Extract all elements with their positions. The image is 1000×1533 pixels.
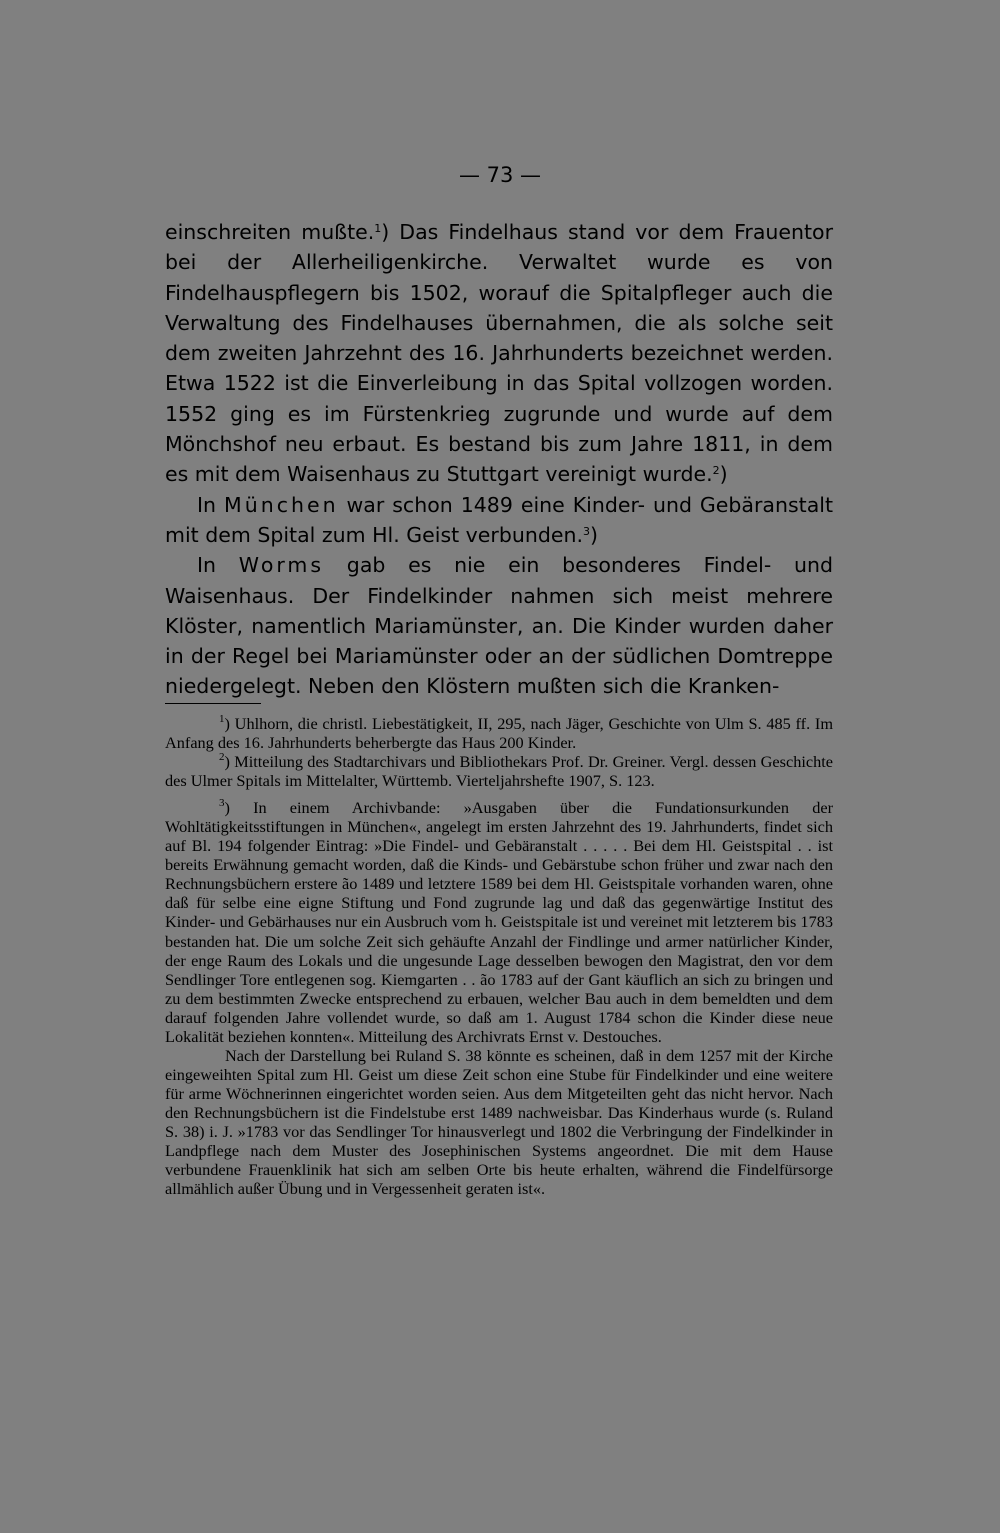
- paragraph-worms: [165, 550, 833, 701]
- city-name: Worms: [238, 553, 325, 578]
- text-segment: gab es nie ein besonderes Findel- und Waisenhaus. Der Findelkinder nahmen sich meist mehrere Klöster, namentlich Mariamünster, an. Die Kinder wurden daher in der Regel bei Mariamünster oder an der südlichen Domtreppe niedergelegt. Neben den Klöstern mußten sich die Kranken-: [165, 553, 833, 699]
- footnote-1: [165, 714, 833, 752]
- text-segment: In: [197, 492, 225, 517]
- footnote-ref-2: 2: [712, 464, 720, 478]
- footnote-3-continuation: Nach der Darstellung bei Ruland S. 38 könnte es scheinen, daß in dem 1257 mit der Kirche eingeweihten Spital zum Hl. Geist um diese Zeit schon eine Stube für Findelkinder und eine weitere für arme Wöchnerinnen eingerichtet worden seien. Aus dem Mitgeteilten geht das nicht hervor. Nach den Rechnungsbüchern ist die Findelstube erst 1489 nachweisbar. Das Kinderhaus wurde (s. Ruland S. 38) i. J. »1783 vor das Sendlinger Tor hinausverlegt und 1802 die Verbringung der Findelkinder in Landpflege nach dem Muster des Josephinischen Systems angeordnet. Die mit dem Hause verbundene Frauenklinik hat sich am selben Orte bis heute erhalten, während die Findelfürsorge allmählich außer Übung und in Vergessenheit geraten ist«.: [165, 1045, 833, 1199]
- text-segment: einschreiten mußte.: [165, 220, 375, 244]
- text-segment: ): [719, 462, 728, 487]
- footnote-2: [165, 752, 833, 790]
- footnote-mark: 3: [219, 797, 225, 810]
- paragraph-ulm: [165, 217, 833, 490]
- page-number: — 73 —: [458, 163, 542, 187]
- main-text: [165, 217, 833, 702]
- footnote-text: ) Mitteilung des Stadtarchivars und Bibliothekars Prof. Dr. Greiner. Vergl. dessen Geschichte des Ulmer Spitals im Mittelalter, Württemb. Vierteljahrshefte 1907, S. 123.: [165, 752, 833, 791]
- footnote-ref-1: 1: [374, 222, 382, 235]
- text-segment: ): [589, 522, 598, 547]
- footnote-text: ) In einem Archivbande: »Ausgaben über die Fundationsurkunden der Wohltätigkeitsstiftungen in München«, angelegt im ersten Jahrzehnt des 19. Jahrhunderts, findet sich auf Bl. 194 folgender Eintrag: »Die Findel- und Gebäranstalt . . . . . Bei dem Hl. Geistspital . . ist bereits Erwähnung gemacht worden, daß die Kinds- und Gebärstube schon früher und zwar nach den Rechnungsbüchern erstere ão 1489 und letztere 1589 bei dem Hl. Geistspitale vorhanden waren, ohne daß für selbe eine eigne Stiftung und Fond zugrunde lag und daß das gegenwärtige Institut des Kinder- und Gebärhauses nur ein Ausbruch vom h. Geistspitale ist und vereinet mit letzterem bis 1783 bestanden hat. Die um solche Zeit sich gehäufte Anzahl der Findlinge und armer natürlicher Kinder, der enge Raum des Lokals und die ungesunde Lage desselben bewogen den Magistrat, den vor dem Sendlinger Tore entlegenen sog. Kiemgarten . . ão 1783 auf der Gant käuflich an sich zu bringen und zu dem bestimmten Zwecke entsprechend zu erbauen, welcher Bau auch in dem bemeldten und dem darauf folgenden Jahre vollendet wurde, so daß am 1. August 1784 schon die Kinder diese neue Lokalität beziehen konnten«. Mitteilung des Archivrats Ernst v. Destouches.: [165, 798, 833, 1046]
- paragraph-muenchen: [165, 490, 833, 551]
- footnote-mark: 2: [219, 751, 225, 764]
- city-name: München: [224, 492, 339, 517]
- text-segment: ) Das Findelhaus stand vor dem Frauentor bei der Allerheiligenkirche. Verwaltet wurde es von Findelhauspflegern bis 1502, worauf die Spitalpfleger auch die Verwaltung des Findelhauses übernahmen, die als solche seit dem zweiten Jahrzehnt des 16. Jahrhunderts bezeichnet werden. Etwa 1522 ist die Einverleibung in das Spital vollzogen worden. 1552 ging es im Fürstenkrieg zugrunde und wurde auf dem Mönchshof neu erbaut. Es bestand bis zum Jahre 1811, in dem es mit dem Waisenhaus zu Stuttgart vereinigt wurde.: [165, 220, 833, 487]
- text-segment: war schon 1489 eine Kinder- und Gebäranstalt mit dem Spital zum Hl. Geist verbunden.: [165, 492, 833, 547]
- footnote-3: [165, 798, 833, 1046]
- text-segment: In: [197, 553, 239, 578]
- footnotes: [165, 714, 833, 1198]
- footnote-text: ) Uhlhorn, die christl. Liebestätigkeit, II, 295, nach Jäger, Geschichte von Ulm S. 485 ff. Im Anfang des 16. Jahrhunderts beherbergte das Haus 200 Kinder.: [165, 714, 833, 753]
- footnote-divider: [165, 703, 261, 704]
- footnote-mark: 1: [219, 713, 225, 725]
- footnote-ref-3: 3: [582, 524, 590, 538]
